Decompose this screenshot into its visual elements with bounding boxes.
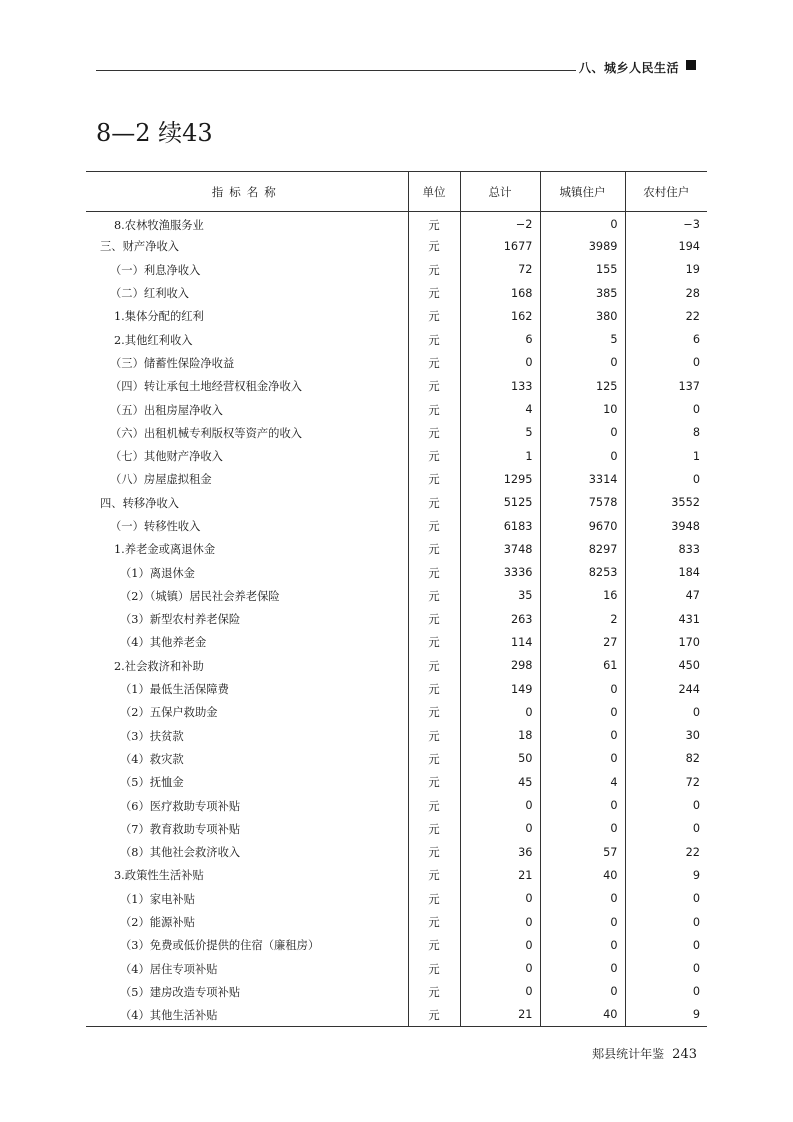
table-row [86, 864, 707, 887]
row-rural-value: 0 [625, 468, 707, 491]
row-rural-value: 244 [625, 677, 707, 700]
row-label: （二）红利收入 [110, 287, 190, 301]
table-row [86, 817, 707, 840]
row-label: （4）其他生活补贴 [86, 1004, 408, 1027]
row-urban-value: 0 [540, 701, 625, 724]
row-rural-value: 0 [625, 794, 707, 817]
row-unit: 元 [408, 351, 460, 374]
row-unit: 元 [408, 887, 460, 910]
row-total-value: 1677 [460, 235, 540, 258]
col-header-total: 总计 [460, 172, 540, 212]
row-urban-value: 3314 [540, 468, 625, 491]
statistics-table [86, 171, 707, 1027]
row-unit: 元 [408, 864, 460, 887]
row-total-value: 5125 [460, 491, 540, 514]
row-total-value: 0 [460, 701, 540, 724]
row-urban-value: 27 [540, 631, 625, 654]
row-urban-value: 385 [540, 281, 625, 304]
row-urban-value: 4 [540, 771, 625, 794]
row-unit: 元 [408, 910, 460, 933]
row-urban-value: 10 [540, 398, 625, 421]
row-urban-value: 0 [540, 794, 625, 817]
row-urban-value: 0 [540, 747, 625, 770]
row-urban-value: 5 [540, 328, 625, 351]
row-rural-value: 194 [625, 235, 707, 258]
section-title: 八、城乡人民生活 [578, 61, 679, 75]
row-total-value: 21 [460, 864, 540, 887]
row-label: （三）储蓄性保险净收益 [110, 356, 235, 370]
row-total-value: 0 [460, 817, 540, 840]
row-label: （7）教育救助专项补贴 [120, 822, 241, 836]
table-row [86, 910, 707, 933]
row-rural-value: −3 [625, 212, 707, 235]
table-row [86, 701, 707, 724]
row-rural-value: 0 [625, 817, 707, 840]
row-urban-value: 0 [540, 724, 625, 747]
row-label: （5）建房改造专项补贴 [120, 985, 241, 999]
row-urban-value: 7578 [540, 491, 625, 514]
row-unit: 元 [408, 817, 460, 840]
row-unit: 元 [408, 235, 460, 258]
row-unit: 元 [408, 980, 460, 1003]
header-rule [96, 70, 576, 71]
row-rural-value: 0 [625, 957, 707, 980]
table-row [86, 561, 707, 584]
row-label: （8）其他社会救济收入 [120, 846, 241, 860]
table-row [86, 584, 707, 607]
table-row [86, 444, 707, 467]
row-label: （6）医疗救助专项补贴 [120, 799, 241, 813]
row-unit: 元 [408, 841, 460, 864]
row-label: （2）五保户救助金 [120, 706, 218, 720]
row-urban-value: 0 [540, 934, 625, 957]
row-unit: 元 [408, 934, 460, 957]
row-urban-value: 0 [540, 817, 625, 840]
col-header-indicator: 指标名称 [86, 172, 408, 212]
row-unit: 元 [408, 281, 460, 304]
book-title: 郏县统计年鉴 [592, 1047, 665, 1061]
row-unit: 元 [408, 677, 460, 700]
section-marker-square [686, 60, 696, 70]
table-row [86, 934, 707, 957]
row-unit: 元 [408, 631, 460, 654]
row-rural-value: 137 [625, 375, 707, 398]
row-unit: 元 [408, 957, 460, 980]
row-rural-value: 184 [625, 561, 707, 584]
row-label: （1）离退休金 [120, 566, 195, 580]
row-label: （5）抚恤金 [120, 776, 184, 790]
row-total-value: 35 [460, 584, 540, 607]
row-total-value: −2 [460, 212, 540, 235]
col-header-unit: 单位 [408, 172, 460, 212]
table-row [86, 887, 707, 910]
table-row [86, 514, 707, 537]
row-urban-value: 0 [540, 212, 625, 235]
row-total-value: 0 [460, 910, 540, 933]
table-row [86, 468, 707, 491]
row-label: （四）转让承包土地经营权租金净收入 [110, 380, 303, 394]
row-urban-value: 8253 [540, 561, 625, 584]
row-urban-value: 0 [540, 910, 625, 933]
row-total-value: 6183 [460, 514, 540, 537]
row-unit: 元 [408, 771, 460, 794]
row-rural-value: 30 [625, 724, 707, 747]
table-row [86, 305, 707, 328]
row-rural-value: 47 [625, 584, 707, 607]
row-rural-value: 0 [625, 910, 707, 933]
table-row [86, 980, 707, 1003]
table-row [86, 957, 707, 980]
row-rural-value: 833 [625, 538, 707, 561]
row-total-value: 133 [460, 375, 540, 398]
row-unit: 元 [408, 561, 460, 584]
row-unit: 元 [408, 514, 460, 537]
table-row [86, 724, 707, 747]
row-rural-value: 22 [625, 305, 707, 328]
row-total-value: 162 [460, 305, 540, 328]
row-total-value: 72 [460, 258, 540, 281]
row-unit: 元 [408, 305, 460, 328]
row-total-value: 114 [460, 631, 540, 654]
row-label: （3）新型农村养老保险 [120, 613, 241, 627]
row-unit: 元 [408, 328, 460, 351]
row-rural-value: 0 [625, 980, 707, 1003]
table-row [86, 351, 707, 374]
row-unit: 元 [408, 258, 460, 281]
row-label: （八）房屋虚拟租金 [110, 473, 212, 487]
row-total-value: 36 [460, 841, 540, 864]
row-urban-value: 40 [540, 1004, 625, 1027]
row-unit: 元 [408, 608, 460, 631]
row-label: （4）其他养老金 [120, 636, 207, 650]
row-rural-value: 3948 [625, 514, 707, 537]
row-label: （4）居住专项补贴 [120, 962, 218, 976]
row-total-value: 1 [460, 444, 540, 467]
table-row [86, 1004, 707, 1027]
row-label: 四、转移净收入 [100, 496, 180, 510]
row-unit: 元 [408, 794, 460, 817]
row-total-value: 0 [460, 794, 540, 817]
row-unit: 元 [408, 398, 460, 421]
row-total-value: 45 [460, 771, 540, 794]
table-row [86, 771, 707, 794]
row-total-value: 5 [460, 421, 540, 444]
row-total-value: 3748 [460, 538, 540, 561]
row-total-value: 4 [460, 398, 540, 421]
row-rural-value: 0 [625, 934, 707, 957]
row-unit: 元 [408, 538, 460, 561]
row-total-value: 18 [460, 724, 540, 747]
row-rural-value: 9 [625, 864, 707, 887]
row-label: （3）扶贫款 [120, 729, 184, 743]
row-urban-value: 155 [540, 258, 625, 281]
row-urban-value: 40 [540, 864, 625, 887]
row-urban-value: 0 [540, 677, 625, 700]
table-row [86, 281, 707, 304]
row-label: 3.政策性生活补贴 [114, 869, 204, 883]
table-row [86, 794, 707, 817]
row-urban-value: 0 [540, 421, 625, 444]
row-total-value: 168 [460, 281, 540, 304]
row-label: 1.养老金或离退休金 [114, 543, 216, 557]
table-row [86, 654, 707, 677]
row-label: （1）最低生活保障费 [120, 683, 229, 697]
table-row [86, 631, 707, 654]
row-urban-value: 0 [540, 957, 625, 980]
row-unit: 元 [408, 468, 460, 491]
row-label: 8.农林牧渔服务业 [114, 218, 204, 232]
table-row [86, 747, 707, 770]
row-label: （4）救灾款 [120, 752, 184, 766]
row-rural-value: 6 [625, 328, 707, 351]
row-label: （2）能源补贴 [120, 916, 195, 930]
row-label: 三、财产净收入 [100, 240, 180, 254]
row-unit: 元 [408, 1004, 460, 1027]
row-unit: 元 [408, 444, 460, 467]
row-label: （七）其他财产净收入 [110, 450, 223, 464]
table-row [86, 677, 707, 700]
row-urban-value: 3989 [540, 235, 625, 258]
table-body [86, 212, 707, 1027]
row-rural-value: 22 [625, 841, 707, 864]
row-rural-value: 170 [625, 631, 707, 654]
row-rural-value: 82 [625, 747, 707, 770]
row-rural-value: 72 [625, 771, 707, 794]
row-rural-value: 8 [625, 421, 707, 444]
row-label: 2.社会救济和补助 [114, 659, 204, 673]
row-unit: 元 [408, 491, 460, 514]
row-rural-value: 9 [625, 1004, 707, 1027]
row-label: （1）家电补贴 [120, 892, 195, 906]
table-row [86, 398, 707, 421]
row-unit: 元 [408, 654, 460, 677]
row-urban-value: 0 [540, 444, 625, 467]
table-row [86, 258, 707, 281]
row-unit: 元 [408, 701, 460, 724]
row-rural-value: 450 [625, 654, 707, 677]
table-row [86, 841, 707, 864]
row-unit: 元 [408, 421, 460, 444]
row-total-value: 0 [460, 934, 540, 957]
table-row [86, 375, 707, 398]
row-total-value: 149 [460, 677, 540, 700]
row-total-value: 21 [460, 1004, 540, 1027]
row-rural-value: 3552 [625, 491, 707, 514]
row-label: （五）出租房屋净收入 [110, 403, 223, 417]
row-unit: 元 [408, 747, 460, 770]
row-total-value: 3336 [460, 561, 540, 584]
row-total-value: 298 [460, 654, 540, 677]
table-header-row [86, 172, 707, 212]
row-total-value: 0 [460, 957, 540, 980]
col-header-rural: 农村住户 [625, 172, 707, 212]
table-row [86, 212, 707, 235]
row-total-value: 0 [460, 351, 540, 374]
row-urban-value: 2 [540, 608, 625, 631]
table-row [86, 491, 707, 514]
row-urban-value: 125 [540, 375, 625, 398]
row-total-value: 6 [460, 328, 540, 351]
row-label: （2）（城镇）居民社会养老保险 [120, 589, 280, 603]
row-total-value: 263 [460, 608, 540, 631]
row-label: （六）出租机械专利版权等资产的收入 [110, 426, 303, 440]
row-urban-value: 0 [540, 980, 625, 1003]
row-unit: 元 [408, 375, 460, 398]
row-rural-value: 1 [625, 444, 707, 467]
table-row [86, 328, 707, 351]
row-rural-value: 19 [625, 258, 707, 281]
row-label: （一）利息净收入 [110, 263, 201, 277]
row-rural-value: 0 [625, 701, 707, 724]
row-rural-value: 0 [625, 398, 707, 421]
row-unit: 元 [408, 724, 460, 747]
row-urban-value: 0 [540, 887, 625, 910]
row-label: （3）免费或低价提供的住宿（廉租房） [120, 939, 320, 953]
row-urban-value: 0 [540, 351, 625, 374]
col-header-urban: 城镇住户 [540, 172, 625, 212]
table-row [86, 235, 707, 258]
table-number: 8—2 续43 [96, 119, 213, 147]
row-urban-value: 9670 [540, 514, 625, 537]
table-row [86, 538, 707, 561]
row-unit: 元 [408, 584, 460, 607]
row-urban-value: 57 [540, 841, 625, 864]
row-urban-value: 380 [540, 305, 625, 328]
page-footer [592, 1045, 697, 1062]
row-urban-value: 61 [540, 654, 625, 677]
row-total-value: 1295 [460, 468, 540, 491]
row-label: （一）转移性收入 [110, 520, 201, 533]
row-rural-value: 0 [625, 351, 707, 374]
row-rural-value: 0 [625, 887, 707, 910]
row-total-value: 0 [460, 980, 540, 1003]
row-urban-value: 16 [540, 584, 625, 607]
row-unit: 元 [408, 212, 460, 235]
row-label: 2.其他红利收入 [114, 333, 193, 347]
row-total-value: 50 [460, 747, 540, 770]
row-rural-value: 431 [625, 608, 707, 631]
row-label: 1.集体分配的红利 [114, 310, 204, 324]
table-row [86, 608, 707, 631]
row-total-value: 0 [460, 887, 540, 910]
page-number: 243 [672, 1047, 697, 1062]
table-row [86, 421, 707, 444]
row-urban-value: 8297 [540, 538, 625, 561]
row-rural-value: 28 [625, 281, 707, 304]
